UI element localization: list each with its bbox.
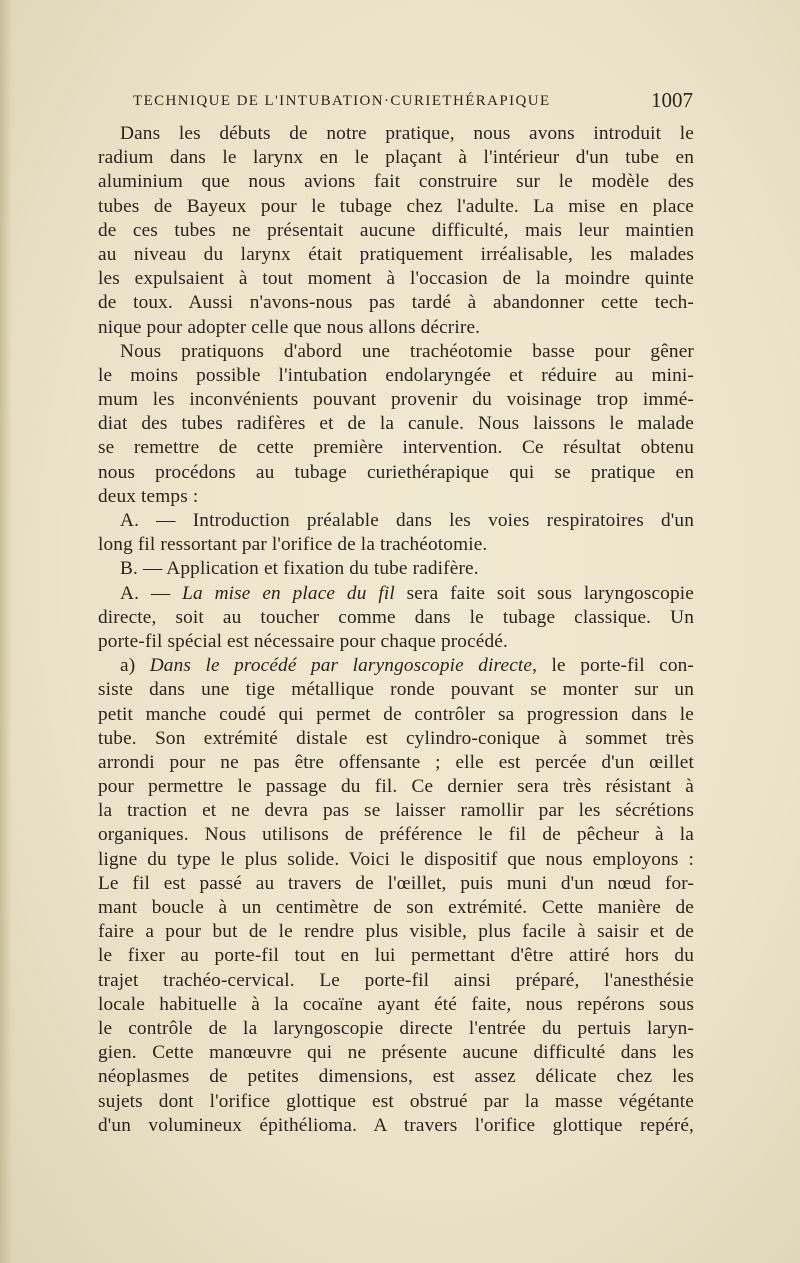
text-line: radium dans le larynx en le plaçant à l'intérieur d'un tube en [98, 147, 694, 169]
text-line: directe, soit au toucher comme dans le tubage classique. Un [98, 606, 694, 628]
text-line: diat des tubes radifères et de la canule. Nous laissons le malade [98, 413, 694, 435]
text-line: deux temps : [98, 485, 199, 507]
running-title: TECHNIQUE DE L'INTUBATION·CURIETHÉRAPIQUE [133, 93, 551, 109]
text-line: au niveau du larynx était pratiquement irréalisable, les malades [98, 243, 694, 265]
text-line: mum les inconvénients pouvant provenir du voisinage trop immé- [98, 389, 694, 411]
text-run: , le porte-fil con- [532, 655, 695, 677]
text-line: petit manche coudé qui permet de contrôler sa progression dans le [98, 703, 694, 725]
text-line [98, 654, 694, 678]
text-line: aluminium que nous avions fait construire sur le modèle des [98, 171, 694, 193]
text-line: de toux. Aussi n'avons-nous pas tardé à abandonner cette tech- [98, 292, 694, 314]
text-line: siste dans une tige métallique ronde pouvant se monter sur un [98, 679, 694, 701]
body-text [98, 122, 694, 1138]
text-line [98, 582, 694, 606]
text-line: de ces tubes ne présentait aucune difficulté, mais leur maintien [98, 219, 694, 241]
text-line: d'un volumineux épithélioma. A travers l'orifice glottique repéré, [98, 1114, 694, 1136]
text-line: Le fil est passé au travers de l'œillet, puis muni d'un nœud for- [98, 872, 694, 894]
text-line: mant boucle à un centimètre de son extrémité. Cette manière de [98, 897, 694, 918]
text-line: le contrôle de la laryngoscopie directe l'entrée du pertuis laryn- [98, 1017, 694, 1039]
text-line: ligne du type le plus solide. Voici le dispositif que nous employons : [98, 848, 694, 870]
text-line: gien. Cette manœuvre qui ne présente aucune difficulté dans les [98, 1042, 694, 1064]
text-run: A. — [120, 582, 183, 604]
italic-run: La mise en place du fil [182, 582, 395, 604]
text-line: Nous pratiquons d'abord une trachéotomie basse pour gêner [120, 340, 694, 362]
text-line: porte-fil spécial est nécessaire pour chaque procédé. [98, 630, 508, 652]
text-line: sujets dont l'orifice glottique est obstrué par la masse végétante [98, 1090, 694, 1112]
text-line: trajet trachéo-cervical. Le porte-fil ainsi préparé, l'anesthésie [98, 969, 694, 991]
text-line: long fil ressortant par l'orifice de la trachéotomie. [98, 534, 488, 556]
text-line: le fixer au porte-fil tout en lui permettant d'être attiré hors du [98, 945, 694, 967]
text-line: arrondi pour ne pas être offensante ; elle est percée d'un œillet [98, 751, 694, 773]
text-line: nique pour adopter celle que nous allons décrire. [98, 316, 481, 338]
page-edge-shadow [0, 0, 12, 1263]
text-line: le moins possible l'intubation endolaryngée et réduire au mini- [98, 364, 694, 386]
text-line: A. — Introduction préalable dans les voies respiratoires d'un [120, 510, 694, 531]
page-header [133, 88, 693, 118]
text-line: B. — Application et fixation du tube radifère. [120, 558, 479, 580]
text-line: locale habituelle à la cocaïne ayant été faite, nous repérons sous [98, 993, 694, 1015]
text-line: Dans les débuts de notre pratique, nous avons introduit le [120, 123, 694, 144]
text-line: se remettre de cette première intervention. Ce résultat obtenu [98, 437, 694, 459]
text-line: néoplasmes de petites dimensions, est assez délicate chez les [98, 1066, 694, 1088]
text-line: tube. Son extrémité distale est cylindro-conique à sommet très [98, 727, 694, 749]
text-line: les expulsaient à tout moment à l'occasion de la moindre quinte [98, 268, 694, 290]
page-number: 1007 [651, 88, 693, 112]
text-line: pour permettre le passage du fil. Ce dernier sera très résistant à [98, 776, 694, 798]
italic-run: Dans le procédé par laryngoscopie directe [149, 655, 533, 677]
text-line: organiques. Nous utilisons de préférence le fil de pêcheur à la [98, 824, 694, 846]
text-line: faire a pour but de le rendre plus visible, plus facile à saisir et de [98, 921, 694, 943]
text-line: tubes de Bayeux pour le tubage chez l'adulte. La mise en place [98, 195, 694, 217]
text-run: a) [120, 655, 150, 677]
text-line: nous procédons au tubage curiethérapique qui se pratique en [98, 461, 694, 483]
text-line: la traction et ne devra pas se laisser ramollir par les sécrétions [98, 800, 694, 822]
text-run: sera faite soit sous laryngoscopie [394, 582, 694, 604]
